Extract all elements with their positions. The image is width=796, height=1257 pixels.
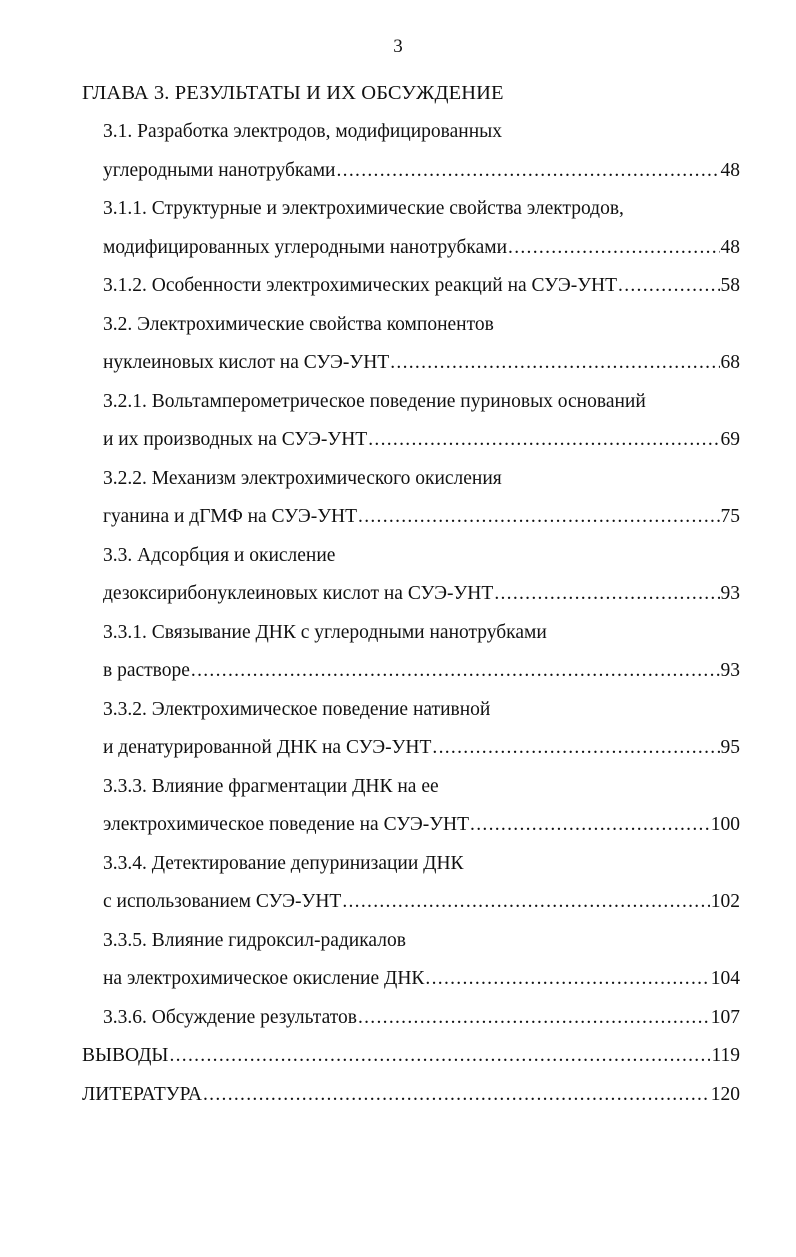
leader-dots bbox=[508, 236, 719, 260]
toc-heading: 3.3.1. Связывание ДНК с углеродными нанотрубками bbox=[103, 622, 547, 643]
toc-entry-text: ЛИТЕРАТУРА bbox=[82, 1084, 202, 1105]
toc-entry[interactable] bbox=[103, 967, 740, 991]
toc-entry[interactable] bbox=[103, 659, 740, 683]
page-number: 3 bbox=[393, 36, 403, 57]
toc-entry-text: углеродными нанотрубками bbox=[103, 160, 336, 181]
leader-dots bbox=[191, 659, 720, 683]
toc-entry-text: электрохимическое поведение на СУЭ-УНТ bbox=[103, 814, 470, 835]
leader-dots bbox=[169, 1044, 710, 1068]
toc-entry-references[interactable] bbox=[82, 1083, 740, 1107]
toc-heading: 3.1.1. Структурные и электрохимические свойства электродов, bbox=[103, 198, 624, 219]
toc-page-number: 75 bbox=[720, 506, 740, 527]
leader-dots bbox=[470, 813, 710, 837]
toc-entry[interactable] bbox=[103, 1006, 740, 1030]
toc-page-number: 100 bbox=[710, 814, 740, 835]
toc-heading: 3.3.2. Электрохимическое поведение нативной bbox=[103, 699, 491, 720]
toc-heading: 3.3.4. Детектирование депуринизации ДНК bbox=[103, 853, 464, 874]
toc-page-number: 48 bbox=[720, 160, 740, 181]
toc-entry-text: нуклеиновых кислот на СУЭ-УНТ bbox=[103, 352, 390, 373]
toc-page-number: 119 bbox=[711, 1045, 740, 1066]
toc-heading: 3.3.5. Влияние гидроксил-радикалов bbox=[103, 930, 406, 951]
toc-entry-text: модифицированных углеродными нанотрубками bbox=[103, 237, 508, 258]
toc-page-number: 104 bbox=[710, 968, 740, 989]
chapter-title: ГЛАВА 3. РЕЗУЛЬТАТЫ И ИХ ОБСУЖДЕНИЕ bbox=[82, 82, 504, 104]
toc-page-number: 68 bbox=[720, 352, 740, 373]
toc-heading: 3.3.3. Влияние фрагментации ДНК на ее bbox=[103, 776, 439, 797]
toc-page-number: 107 bbox=[710, 1007, 740, 1028]
toc-entry-text: с использованием СУЭ-УНТ bbox=[103, 891, 342, 912]
leader-dots bbox=[494, 582, 719, 606]
toc-entry-conclusions[interactable] bbox=[82, 1044, 740, 1068]
toc-entry[interactable] bbox=[103, 428, 740, 452]
toc-entry[interactable] bbox=[103, 813, 740, 837]
leader-dots bbox=[390, 351, 719, 375]
leader-dots bbox=[368, 428, 719, 452]
toc-entry-text: на электрохимическое окисление ДНК bbox=[103, 968, 425, 989]
toc-entry[interactable] bbox=[103, 505, 740, 529]
toc-page-number: 48 bbox=[720, 237, 740, 258]
toc-heading: 3.2. Электрохимические свойства компонентов bbox=[103, 314, 494, 335]
toc-entry-text: в растворе bbox=[103, 660, 190, 681]
leader-dots bbox=[337, 159, 720, 183]
toc-heading: 3.3. Адсорбция и окисление bbox=[103, 545, 336, 566]
toc-entry-text: 3.1.2. Особенности электрохимических реакций на СУЭ-УНТ bbox=[103, 275, 618, 296]
toc-entry-text: ВЫВОДЫ bbox=[82, 1045, 169, 1066]
toc-entry[interactable] bbox=[103, 736, 740, 760]
toc-entry[interactable] bbox=[103, 236, 740, 260]
toc-entry-text: дезоксирибонуклеиновых кислот на СУЭ-УНТ bbox=[103, 583, 494, 604]
toc-entry-text: и их производных на СУЭ-УНТ bbox=[103, 429, 368, 450]
toc-heading: 3.2.1. Вольтамперометрическое поведение пуриновых оснований bbox=[103, 391, 646, 412]
toc-page-number: 93 bbox=[720, 660, 740, 681]
leader-dots bbox=[203, 1083, 710, 1107]
toc-page-number: 120 bbox=[710, 1084, 740, 1105]
leader-dots bbox=[358, 505, 719, 529]
leader-dots bbox=[342, 890, 709, 914]
toc-entry[interactable] bbox=[103, 890, 740, 914]
toc-entry-text: гуанина и дГМФ на СУЭ-УНТ bbox=[103, 506, 358, 527]
toc-heading: 3.2.2. Механизм электрохимического окисления bbox=[103, 468, 502, 489]
toc-page-number: 102 bbox=[710, 891, 740, 912]
toc-page-number: 95 bbox=[720, 737, 740, 758]
toc-page-number: 69 bbox=[720, 429, 740, 450]
toc-page-number: 93 bbox=[720, 583, 740, 604]
leader-dots bbox=[358, 1006, 710, 1030]
toc-entry-text: и денатурированной ДНК на СУЭ-УНТ bbox=[103, 737, 432, 758]
toc-page-number: 58 bbox=[720, 275, 740, 296]
leader-dots bbox=[425, 967, 709, 991]
toc-entry-text: 3.3.6. Обсуждение результатов bbox=[103, 1007, 357, 1028]
leader-dots bbox=[618, 274, 719, 298]
toc-heading: 3.1. Разработка электродов, модифицированных bbox=[103, 121, 502, 142]
toc-entry[interactable] bbox=[103, 351, 740, 375]
toc-entry[interactable] bbox=[103, 582, 740, 606]
toc-entry[interactable] bbox=[103, 159, 740, 183]
toc-entry[interactable] bbox=[103, 274, 740, 298]
leader-dots bbox=[432, 736, 719, 760]
